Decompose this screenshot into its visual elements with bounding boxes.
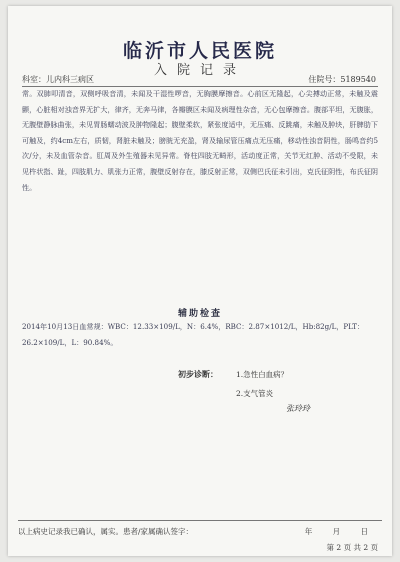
document-page [8,6,392,556]
physical-exam-text: 常。双肺叩清音，双侧呼吸音清，未闻及干湿性啰音，无胸膜摩擦音。心前区无隆起，心尖搏动正常，未触及震颤，心脏相对浊音界无扩大，律齐，无奔马律，各瓣膜区未闻及病理性杂音，无心包摩擦音。腹部平坦，无腹胀，无腹壁静脉曲张，未见胃肠蠕动波及肿物隆起；腹壁柔软，紧张度适中，无压痛、反跳痛，未触及肿块，肝脾肋下可触及，约4cm左右，质韧，肾脏未触及；膀胱无充盈，肾及输尿管压痛点无压痛，移动性浊音阴性，肠鸣音约5次/分，未及血管杂音。肛周及外生殖器未见异常。脊柱四肢无畸形，活动度正常，关节无红肿、活动不受限，未见杵状指、趾，四肢肌力、肌张力正常，腹壁反射存在，膝反射正常，双侧巴氏征未引出，克氏征阴性，布氏征阴性。 [22,89,378,192]
inpatient-number: 住院号：5189540 [308,75,376,84]
aux-exam-title: 辅助检查 [177,309,222,319]
diagnosis-label: 初步诊断： [178,369,218,379]
date-fields: 年 月 日 [304,527,368,536]
lab-results: 2014年10月13日血常规：WBC：12.33×109/L，N：6.4%，RBC：2.87×1012/L，Hb:82g/L，PLT：26.2×109/L，L：90.84%。 [22,322,365,347]
confirm-statement: 以上病史记录我已确认，属实。患者/家属确认签字： [18,527,194,536]
diagnosis-item: 2.支气管炎 [236,389,274,398]
diagnosis-item: 1.急性白血病？ [236,370,289,379]
document-title: 入院记录 [153,63,246,78]
department: 科室：儿内科三病区 [22,75,94,84]
doctor-signature: 张玲玲 [286,404,310,413]
page-number: 第 2 页 共 2 页 [326,543,378,552]
hospital-name: 临沂市人民医院 [122,40,277,62]
footer [18,520,382,551]
